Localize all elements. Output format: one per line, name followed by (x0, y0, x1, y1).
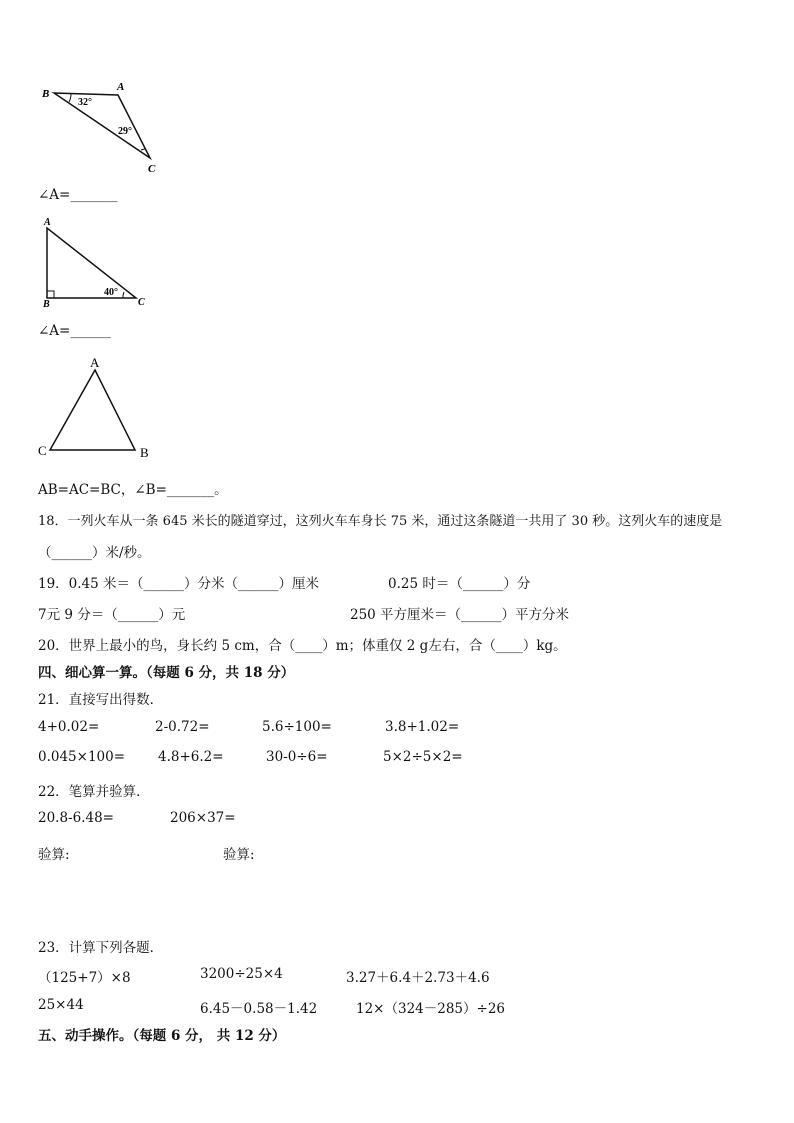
q23-expr: 6.45－0.58－1.42 (200, 1001, 318, 1017)
section-5-heading: 五、动手操作。（每题 6 分， 共 12 分） (38, 1028, 286, 1044)
fig1-answer: ∠A=_______ (38, 187, 118, 203)
q23-expr: （125+7）×8 (38, 970, 131, 986)
fig3-label-c: C (38, 443, 47, 458)
q23-expr: 12×（324－285）÷26 (356, 1001, 506, 1017)
fig3-label-a: A (90, 355, 100, 370)
fig1-label-b: B (42, 88, 50, 100)
question-21-title: 21．直接写出得数． (38, 692, 164, 708)
q23-expr: 25×44 (38, 997, 84, 1013)
q22-expr: 20.8-6.48= (38, 810, 114, 826)
fig2-angle-c: 40° (104, 287, 118, 298)
section-4-heading: 四、细心算一算。（每题 6 分，共 18 分） (38, 665, 295, 681)
fig1-label-a: A (117, 81, 125, 93)
q22-expr: 206×37= (170, 810, 236, 826)
question-19-d: 250 平方厘米＝（______）平方分米 (350, 607, 570, 623)
q21-expr: 2-0.72= (155, 719, 210, 735)
q21-expr: 4+0.02= (38, 719, 100, 735)
triangle-figure-1 (38, 80, 178, 175)
triangle-figure-3 (35, 355, 175, 460)
question-22-title: 22．笔算并验算． (38, 784, 150, 800)
question-19-a: 19．0.45 米＝（______）分米（______）厘米 (38, 576, 320, 592)
fig1-angle-b: 32° (78, 97, 92, 108)
question-18-line-1: 18．一列火车从一条 645 米长的隧道穿过，这列火车车身长 75 米，通过这条隧道一共用了 30 秒。这列火车的速度是 (38, 514, 723, 529)
fig2-label-a: A (44, 217, 51, 228)
question-20: 20．世界上最小的鸟，身长约 5 cm，合（____）m；体重仅 2 g左右，合（____）kg。 (38, 638, 567, 654)
fig1-angle-c: 29° (118, 126, 132, 137)
q21-expr: 4.8+6.2= (158, 749, 224, 765)
q21-expr: 5×2÷5×2= (383, 749, 463, 765)
q23-expr: 3200÷25×4 (200, 966, 283, 982)
q22-check-label: 验算: (223, 847, 255, 863)
question-18-line-2: （______）米/秒。 (38, 545, 151, 561)
q21-expr: 5.6÷100= (262, 719, 332, 735)
q22-check-label: 验算: (38, 847, 70, 863)
q21-expr: 30-0÷6= (266, 749, 328, 765)
question-23-title: 23．计算下列各题． (38, 940, 164, 956)
fig2-answer: ∠A=______ (38, 323, 111, 339)
fig1-label-c: C (148, 163, 156, 175)
q21-expr: 0.045×100= (38, 749, 126, 765)
triangle-figure-2 (38, 215, 178, 310)
q21-expr: 3.8+1.02= (385, 719, 460, 735)
fig3-answer: AB=AC=BC，∠B=_______。 (38, 482, 228, 498)
q23-expr: 3.27＋6.4＋2.73＋4.6 (346, 970, 490, 986)
fig2-label-c: C (138, 297, 145, 308)
question-19-c: 7元 9 分＝（______）元 (38, 607, 186, 623)
fig3-label-b: B (140, 445, 149, 460)
fig2-label-b: B (43, 299, 50, 310)
question-19-b: 0.25 时＝（______）分 (388, 576, 531, 592)
